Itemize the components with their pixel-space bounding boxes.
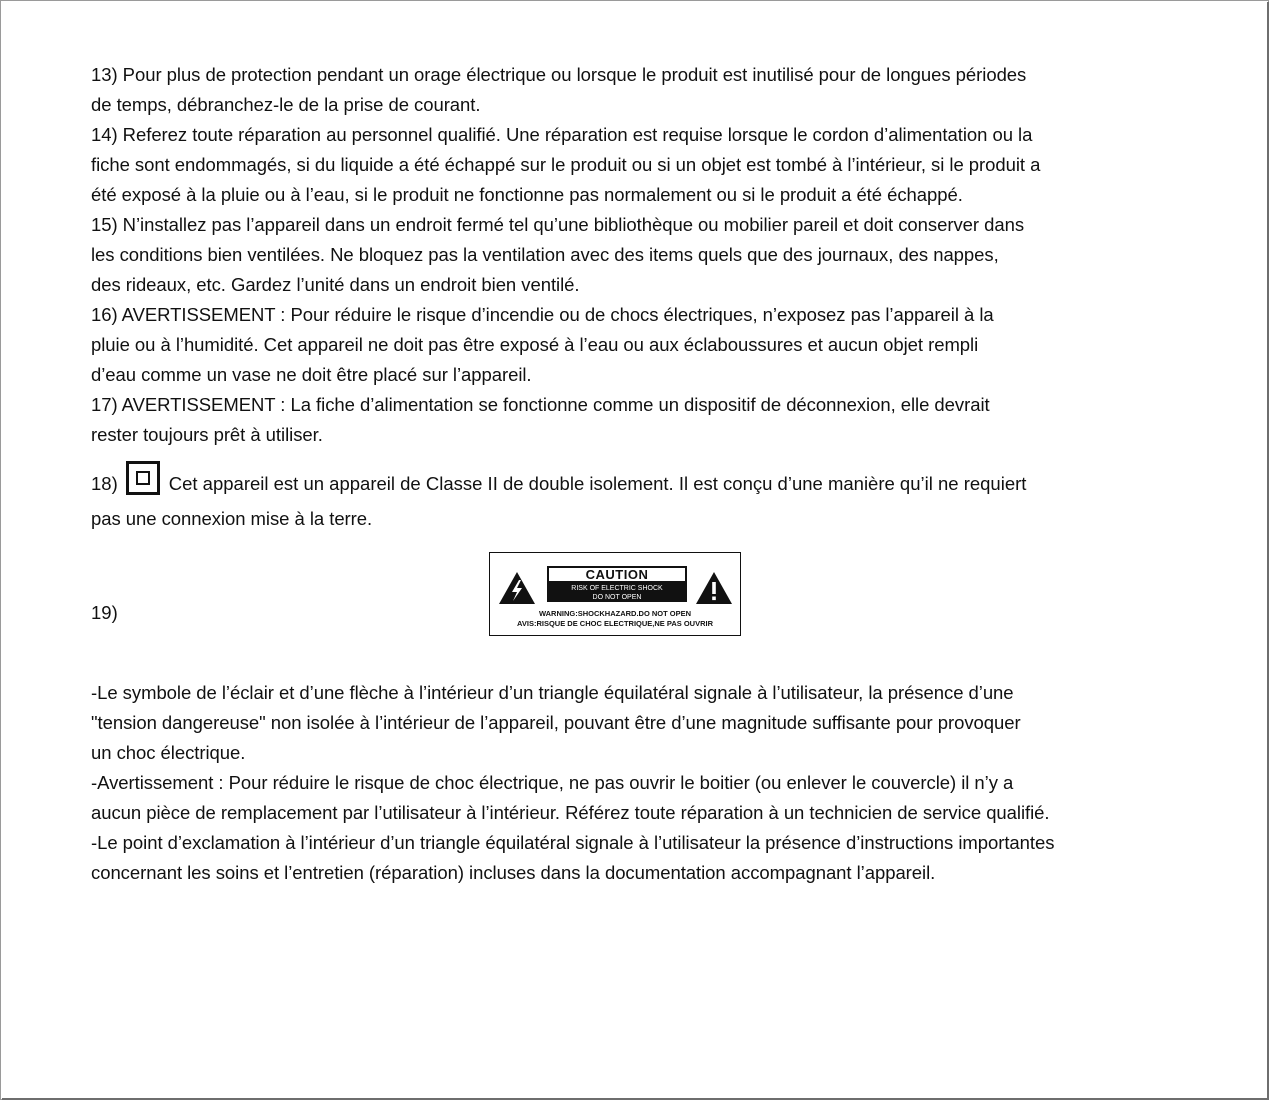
caution-header: CAUTION [547, 566, 687, 583]
double-square-icon [126, 461, 160, 495]
text-line: 14) Referez toute réparation au personnel qualifié. Une réparation est requise lorsque le cordon d’alimentation ou la [91, 124, 1033, 145]
paragraph-block-a [91, 60, 1191, 450]
text-line: d’eau comme un vase ne doit être placé sur l’appareil. [91, 364, 532, 385]
text-line: concernant les soins et l’entretien (réparation) incluses dans la documentation accompagnant l’appareil. [91, 862, 936, 883]
text-line: de temps, débranchez-le de la prise de courant. [91, 94, 481, 115]
text-line: fiche sont endommagés, si du liquide a été échappé sur le produit ou si un objet est tombé à l’intérieur, si le produit a [91, 154, 1041, 175]
text-line: aucun pièce de remplacement par l’utilisateur à l’intérieur. Référez toute réparation à un technicien de service qualifié. [91, 802, 1050, 823]
text-line: 15) N’installez pas l’appareil dans un endroit fermé tel qu’une bibliothèque ou mobilier pareil et doit conserver dans [91, 214, 1025, 235]
text-line: -Avertissement : Pour réduire le risque de choc électrique, ne pas ouvrir le boitier (ou enlever le couvercle) il n’y a [91, 772, 1014, 793]
caution-body [547, 583, 687, 602]
text-line: un choc électrique. [91, 742, 246, 763]
item-18 [91, 464, 1191, 504]
text-line: les conditions bien ventilées. Ne bloquez pas la ventilation avec des items quels que des journaux, des nappes, [91, 244, 999, 265]
text-line: rester toujours prêt à utiliser. [91, 424, 323, 445]
caution-warning-text [490, 609, 740, 629]
spacer [91, 450, 1191, 464]
text-line: été exposé à la pluie ou à l’eau, si le produit ne fonctionne pas normalement ou si le produit a été échappé. [91, 184, 963, 205]
exclamation-triangle-icon [695, 571, 733, 605]
document-content [91, 60, 1191, 888]
text-line: pas une connexion mise à la terre. [91, 508, 373, 529]
text-line: "tension dangereuse" non isolée à l’intérieur de l’appareil, pouvant être d’une magnitude suffisante pour provoquer [91, 712, 1021, 733]
item-18-text: Cet appareil est un appareil de Classe II de double isolement. Il est conçu d’une manière qu’il ne requiert [168, 473, 1027, 494]
item-19 [91, 552, 1191, 672]
text-line: pluie ou à l’humidité. Cet appareil ne doit pas être exposé à l’eau ou aux éclaboussures et aucun objet rempli [91, 334, 979, 355]
item-19-number: 19) [91, 602, 118, 623]
text-line: 16) AVERTISSEMENT : Pour réduire le risque d’incendie ou de chocs électriques, n’exposez pas l’appareil à la [91, 304, 994, 325]
item-18-number: 18) [91, 473, 118, 494]
caution-label [489, 552, 741, 636]
paragraph-block-b [91, 678, 1191, 888]
text-line: des rideaux, etc. Gardez l’unité dans un endroit bien ventilé. [91, 274, 580, 295]
text-line: 17) AVERTISSEMENT : La fiche d’alimentation se fonctionne comme un dispositif de déconnexion, elle devrait [91, 394, 990, 415]
caution-body-line: RISK OF ELECTRIC SHOCK [571, 585, 663, 592]
text-line: -Le point d’exclamation à l’intérieur d’un triangle équilatéral signale à l’utilisateur la présence d’instructions importantes [91, 832, 1055, 853]
caution-warning-line: WARNING:SHOCKHAZARD.DO NOT OPEN [538, 609, 692, 618]
text-line: 13) Pour plus de protection pendant un orage électrique ou lorsque le produit est inutilisé pour de longues périodes [91, 64, 1027, 85]
lightning-triangle-icon [498, 571, 536, 605]
text-line: -Le symbole de l’éclair et d’une flèche à l’intérieur d’un triangle équilatéral signale à l’utilisateur, la présence d’une [91, 682, 1014, 703]
caution-body-line: DO NOT OPEN [592, 594, 642, 601]
caution-warning-line: AVIS:RISQUE DE CHOC ELECTRIQUE,NE PAS OUVRIR [517, 619, 713, 628]
